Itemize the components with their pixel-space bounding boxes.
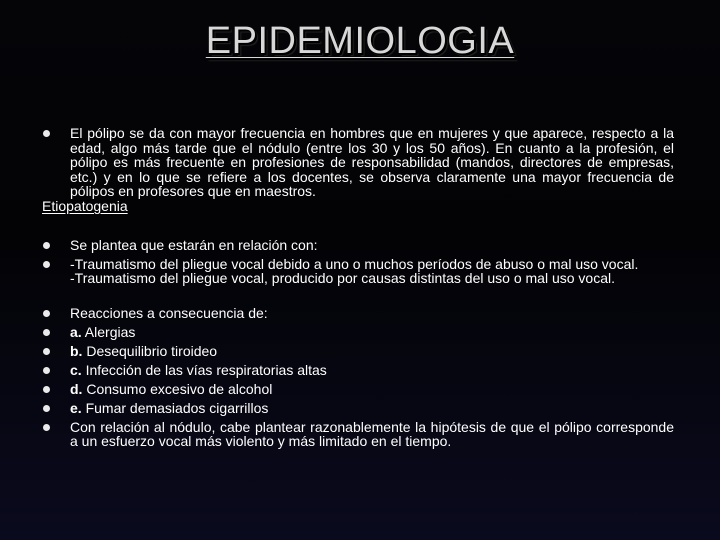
reaction-label: d. [70, 380, 83, 397]
reaction-text: Fumar demasiados cigarrillos [81, 399, 269, 416]
spacer [42, 286, 674, 306]
bullet-icon [43, 348, 50, 355]
reactions-intro-text: Reacciones a consecuencia de: [70, 304, 268, 321]
reaction-text: Desequilibrio tiroideo [82, 342, 218, 359]
reaction-text: Alergias [81, 323, 136, 340]
reaction-label: e. [70, 399, 82, 416]
cause-2-text: -Traumatismo del pliegue vocal, producido por causas distintas del uso o mal uso vocal. [70, 270, 615, 287]
conclusion-text: Con relación al nódulo, cabe plantear razonablemente la hipótesis de que el pólipo corresponde a un esfuerzo vocal más violento y más limitado en el tiempo. [70, 418, 674, 450]
bullet-icon [43, 367, 50, 374]
reaction-text: Infección de las vías respiratorias altas [81, 361, 327, 378]
slide-body [42, 126, 674, 449]
bullet-icon [43, 329, 50, 336]
bullet-icon [43, 130, 50, 137]
reactions-intro-bullet [42, 306, 674, 321]
reaction-text: Consumo excesivo de alcohol [82, 380, 273, 397]
bullet-icon [43, 405, 50, 412]
reaction-item [42, 382, 674, 397]
cause-bullet-1 [42, 257, 674, 272]
intro-text: El pólipo se da con mayor frecuencia en hombres que en mujeres y que aparece, respecto a la edad, algo más tarde que el nódulo (entre los 30 y los 50 años). En cuanto a la profesión, el pólipo es más frecuente en profesiones de responsabilidad (mandos, directores de empresas, etc.) y en lo que se refiere a los docentes, se observa claramente una mayor frecuencia de pólipos en profesores que en maestros. [70, 125, 674, 200]
subheading-etiopatogenia: Etiopatogenia [42, 197, 128, 214]
cause-1-text: -Traumatismo del pliegue vocal debido a uno o muchos períodos de abuso o mal uso vocal. [70, 255, 639, 272]
bullet-icon [43, 261, 50, 268]
slide-title: EPIDEMIOLOGIA [205, 20, 515, 62]
reaction-item [42, 344, 674, 359]
reaction-label: a. [70, 323, 82, 340]
bullet-icon [43, 386, 50, 393]
cause-2-line [42, 271, 674, 286]
causes-intro-text: Se plantea que estarán en relación con: [70, 236, 318, 253]
conclusion-bullet [42, 420, 674, 449]
intro-bullet [42, 126, 674, 199]
reaction-item [42, 401, 674, 416]
bullet-icon [43, 424, 50, 431]
spacer [42, 214, 674, 238]
reaction-item [42, 325, 674, 340]
bullet-icon [43, 310, 50, 317]
bullet-icon [43, 242, 50, 249]
reaction-label: c. [70, 361, 82, 378]
causes-intro-bullet [42, 238, 674, 253]
reaction-item [42, 363, 674, 378]
reaction-label: b. [70, 342, 83, 359]
